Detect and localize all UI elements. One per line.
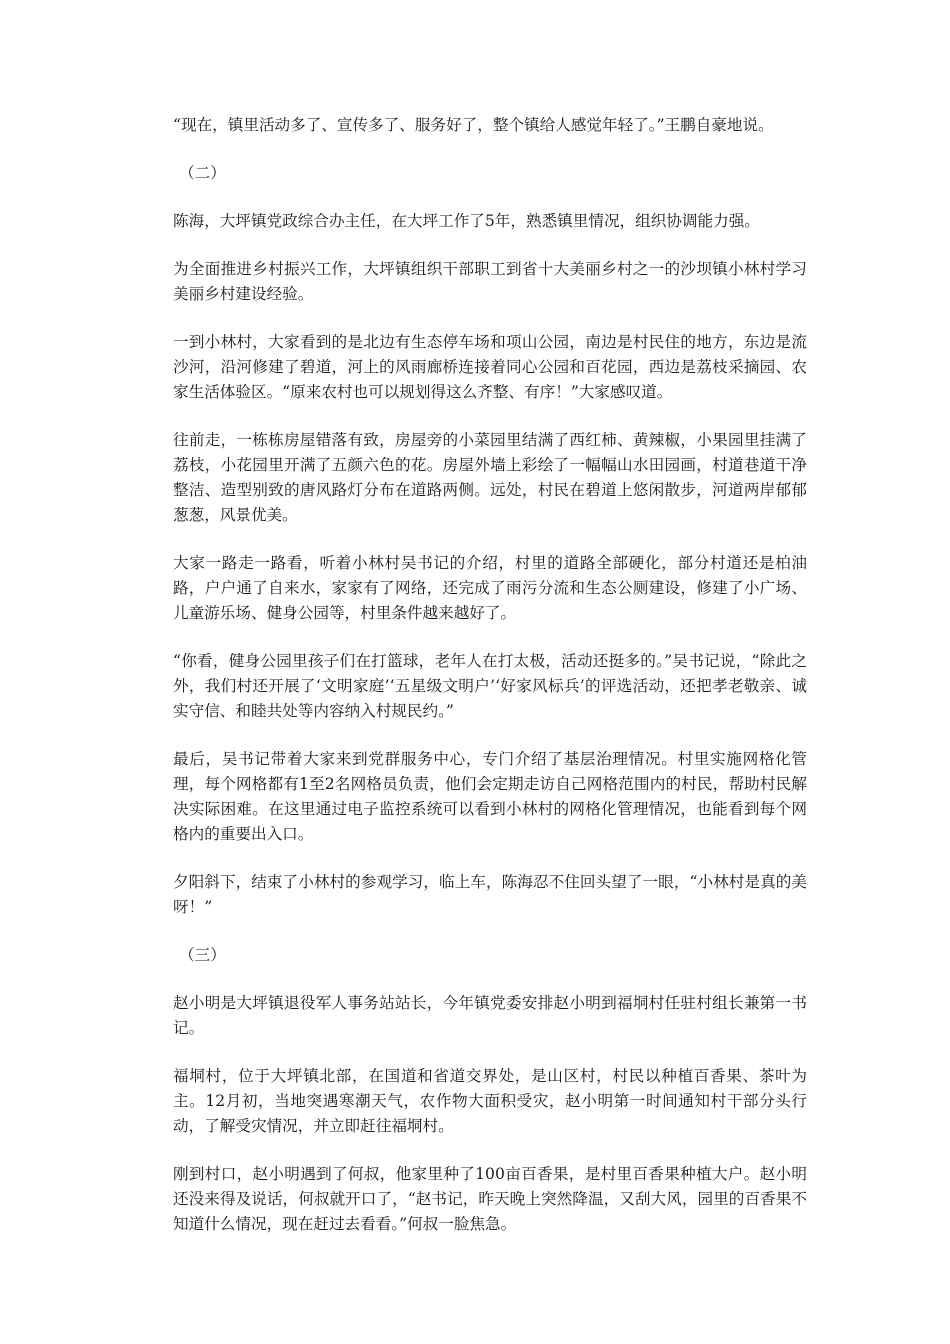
paragraph: 赵小明是大坪镇退役军人事务站站长，今年镇党委安排赵小明到福垌村任驻村组长兼第一书记。 <box>173 994 807 1037</box>
paragraph: 陈海，大坪镇党政综合办主任，在大坪工作了5年，熟悉镇里情况，组织协调能力强。 <box>173 212 760 230</box>
paragraph: “现在，镇里活动多了、宣传多了、服务好了，整个镇给人感觉年轻了。”王鹏自豪地说。 <box>173 116 774 134</box>
paragraph: 大家一路走一路看，听着小林村吴书记的介绍，村里的道路全部硬化，部分村道还是柏油路，户户通了自来水，家家有了网络，还完成了雨污分流和生态公厕建设，修建了小广场、儿童游乐场、健身公园等，村里条件越来越好了。 <box>173 554 807 622</box>
paragraph: 最后，吴书记带着大家来到党群服务中心，专门介绍了基层治理情况。村里实施网格化管理，每个网格都有1至2名网格员负责，他们会定期走访自己网格范围内的村民，帮助村民解决实际困难。在这里通过电子监控系统可以看到小林村的网格化管理情况，也能看到每个网格内的重要出入口。 <box>173 750 807 843</box>
paragraph: “你看，健身公园里孩子们在打篮球，老年人在打太极，活动还挺多的。”吴书记说，“除此之外，我们村还开展了‘文明家庭’‘五星级文明户’‘好家风标兵’的评选活动，还把孝老敬亲、诚实守信、和睦共处等内容纳入村规民约。” <box>173 652 807 720</box>
section-heading: （三） <box>179 946 226 964</box>
paragraph: 一到小林村，大家看到的是北边有生态停车场和项山公园，南边是村民住的地方，东边是流沙河，沿河修建了碧道，河上的风雨廊桥连接着同心公园和百花园，西边是荔枝采摘园、农家生活体验区。“原来农村也可以规划得这么齐整、有序！”大家感叹道。 <box>173 333 807 401</box>
section-heading: （二） <box>179 164 226 182</box>
paragraph: 刚到村口，赵小明遇到了何叔，他家里种了100亩百香果，是村里百香果种植大户。赵小明还没来得及说话，何叔就开口了，“赵书记，昨天晚上突然降温，又刮大风，园里的百香果不知道什么情况，现在赶过去看看。”何叔一脸焦急。 <box>173 1165 807 1233</box>
paragraph: 为全面推进乡村振兴工作，大坪镇组织干部职工到省十大美丽乡村之一的沙坝镇小林村学习美丽乡村建设经验。 <box>173 260 807 303</box>
paragraph: 福垌村，位于大坪镇北部，在国道和省道交界处，是山区村，村民以种植百香果、茶叶为主。12月初，当地突遇寒潮天气，农作物大面积受灾，赵小明第一时间通知村干部分头行动，了解受灾情况，并立即赶往福垌村。 <box>173 1067 807 1135</box>
document-body <box>173 113 807 1260</box>
paragraph: 夕阳斜下，结束了小林村的参观学习，临上车，陈海忍不住回头望了一眼，“小林村是真的美呀！” <box>173 873 807 916</box>
paragraph: 往前走，一栋栋房屋错落有致，房屋旁的小菜园里结满了西红柿、黄辣椒，小果园里挂满了荔枝，小花园里开满了五颜六色的花。房屋外墙上彩绘了一幅幅山水田园画，村道巷道干净整洁、造型别致的唐风路灯分布在道路两侧。远处，村民在碧道上悠闲散步，河道两岸郁郁葱葱，风景优美。 <box>173 431 807 524</box>
